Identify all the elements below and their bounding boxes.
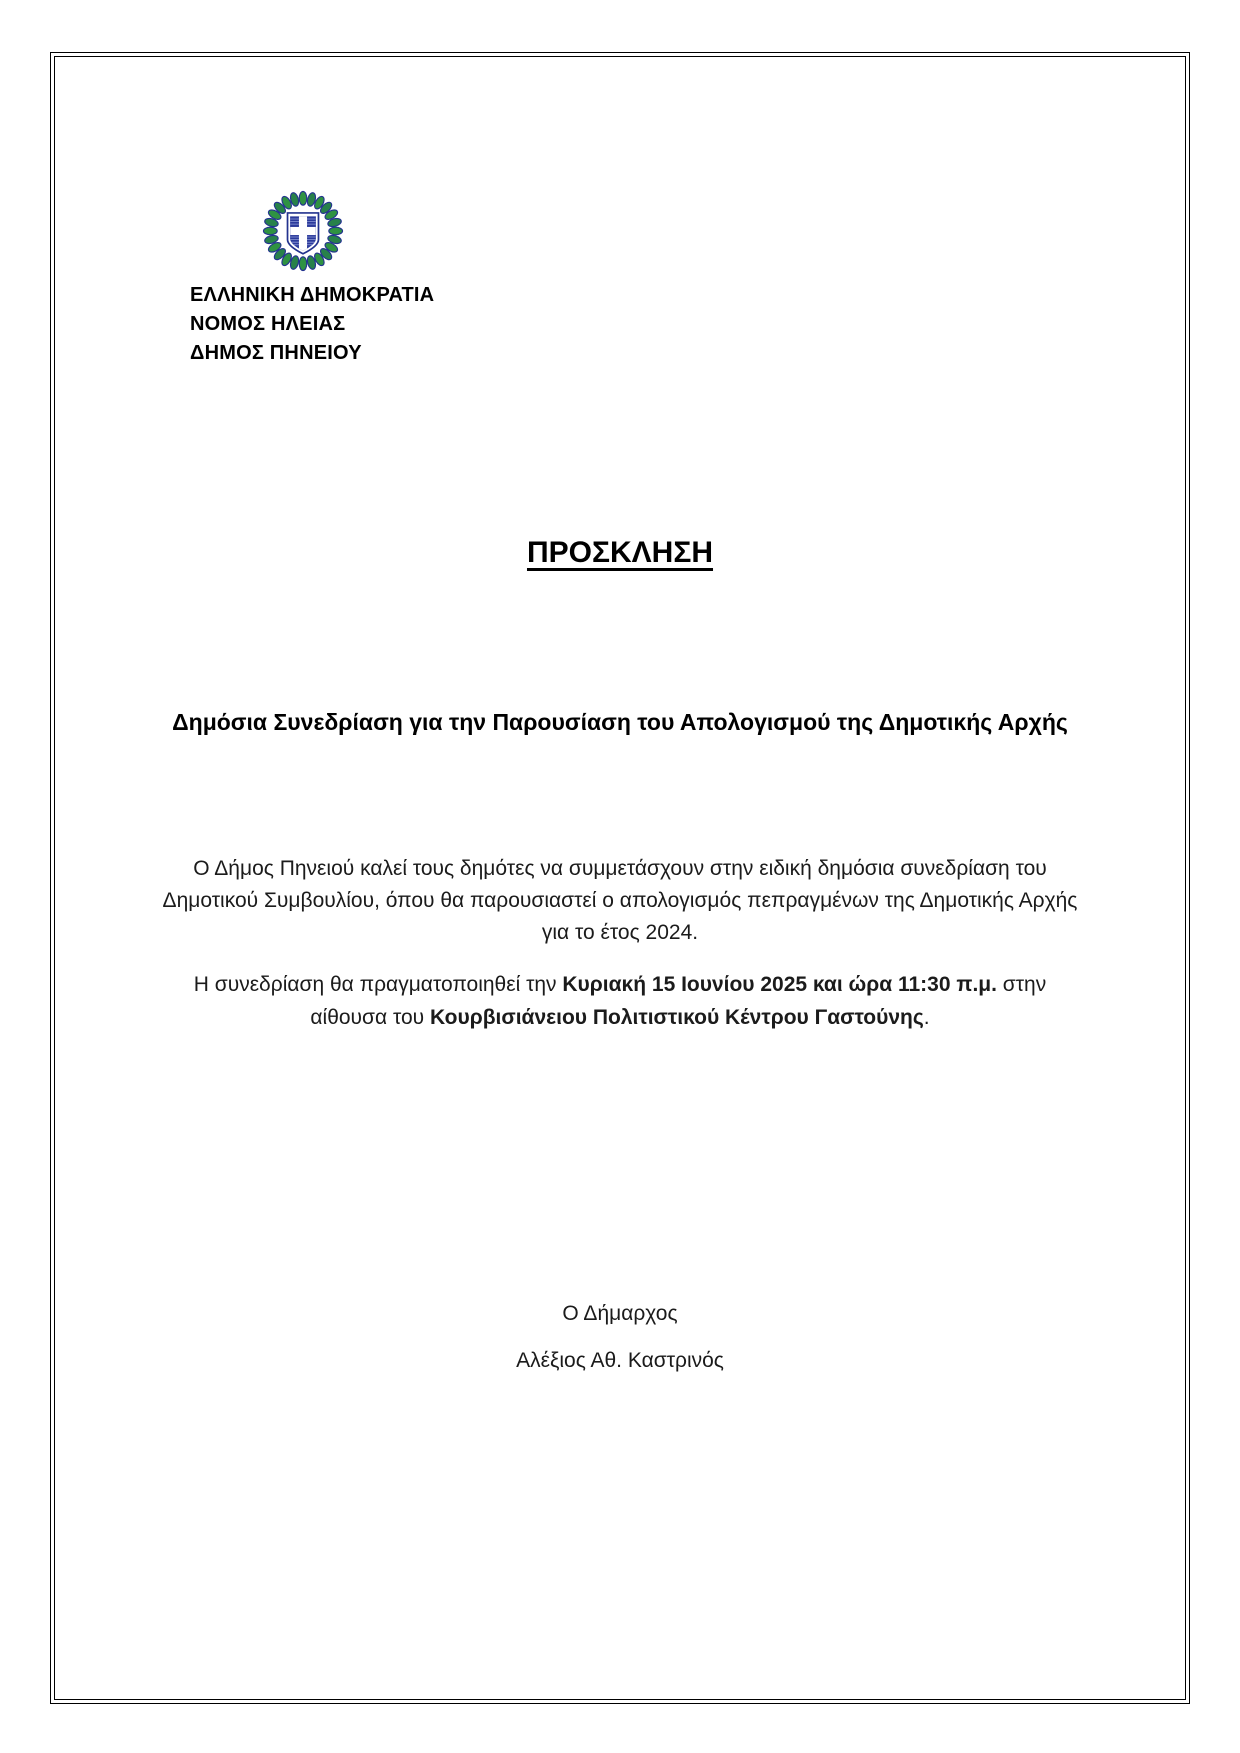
paragraph-2-text: στην αίθουσα του (310, 973, 1047, 1029)
meeting-datetime: Κυριακή 15 Ιουνίου 2025 και ώρα 11:30 π.μ. (562, 973, 997, 996)
document-subtitle: Δημόσια Συνεδρίαση για την Παρουσίαση του Απολογισμού της Δημοτικής Αρχής (172, 709, 1068, 735)
header-line-prefecture: ΝΟΜΟΣ ΗΛΕΙΑΣ (190, 313, 346, 335)
meeting-venue: Κουρβισιάνειου Πολιτιστικού Κέντρου Γαστούνης (429, 1006, 924, 1029)
paragraph-2-text: . (923, 1006, 930, 1029)
header-line-municipality: ΔΗΜΟΣ ΠΗΝΕΙΟΥ (190, 342, 362, 364)
signature-role: Ο Δήμαρχος (562, 1302, 678, 1325)
paragraph-2-text: Η συνεδρίαση θα πραγματοποιηθεί την (193, 973, 563, 996)
header-line-country: ΕΛΛΗΝΙΚΗ ΔΗΜΟΚΡΑΤΙΑ (190, 284, 435, 306)
greek-republic-emblem-icon (258, 188, 348, 274)
signature-name: Αλέξιος Αθ. Καστρινός (516, 1349, 724, 1372)
body-paragraph-2 (162, 968, 1078, 1034)
body-paragraph-1: Ο Δήμος Πηνειού καλεί τους δημότες να συμμετάσχουν στην ειδική δημόσια συνεδρίαση του Δημοτικού Συμβουλίου, όπου θα παρουσιαστεί ο απολογισμός πεπραγμένων της Δημοτικής Αρχής για το έτος 2024. (162, 857, 1078, 944)
document-title (0, 536, 1240, 570)
document-title-text: ΠΡΟΣΚΛΗΣΗ (526, 536, 714, 569)
authority-header (190, 281, 434, 368)
